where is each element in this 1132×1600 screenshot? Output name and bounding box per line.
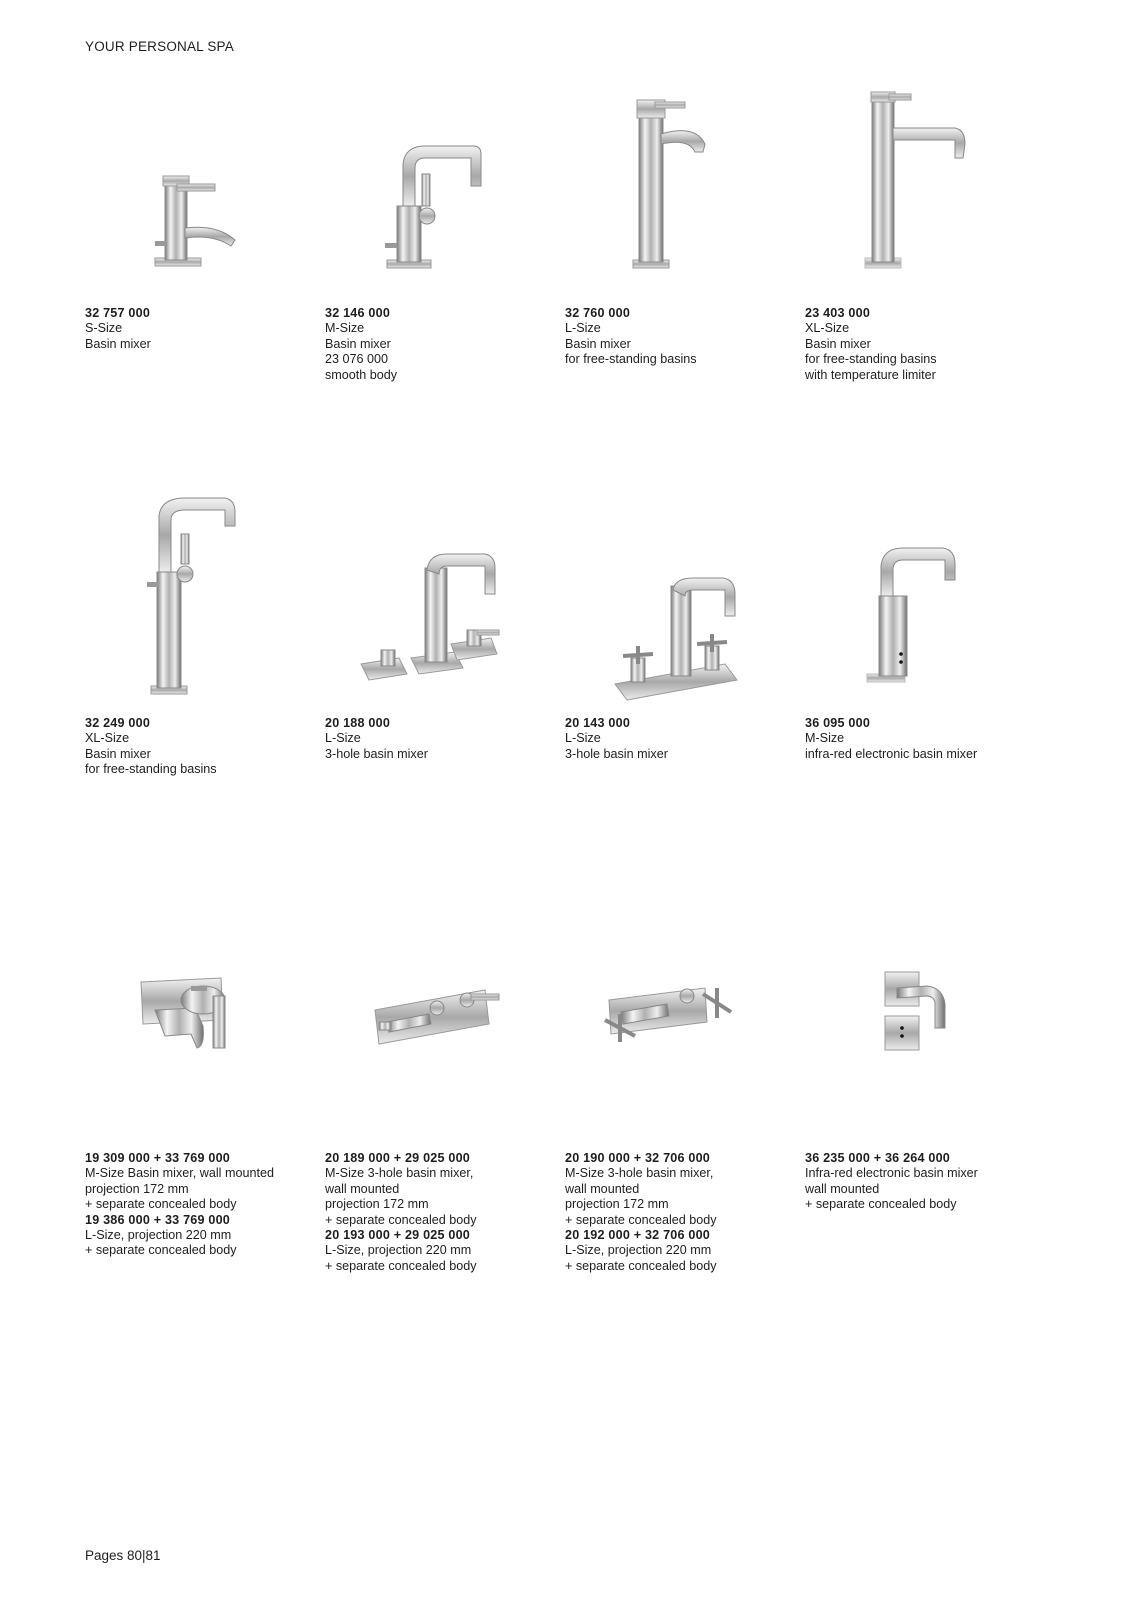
product-detail: 23 076 000 [325, 352, 389, 367]
product-detail: smooth body [325, 367, 398, 382]
product-detail: projection 172 mm [565, 1197, 669, 1212]
wall-mounted-three-hole-mixer-image [325, 938, 545, 1138]
product-detail: L-Size, projection 220 mm [325, 1243, 472, 1258]
product-detail: L-Size, projection 220 mm [565, 1243, 712, 1258]
product-code: 23 403 000 [805, 306, 871, 320]
product-code: 32 757 000 [85, 306, 151, 320]
product-detail: + separate concealed body [325, 1258, 477, 1273]
product-detail: Basin mixer [565, 336, 631, 351]
product-detail: + separate concealed body [325, 1212, 477, 1227]
product-detail: S-Size [85, 321, 123, 336]
page-number: Pages 80|81 [85, 1548, 161, 1563]
product-description [565, 716, 795, 762]
page-header: YOUR PERSONAL SPA [85, 39, 234, 54]
product-card [565, 88, 785, 367]
product-detail: wall mounted [805, 1181, 880, 1196]
wall-mounted-basin-mixer-image [85, 938, 305, 1138]
product-code: 36 095 000 [805, 716, 871, 730]
product-card [325, 938, 545, 1273]
product-card [565, 938, 785, 1273]
product-code: 20 192 000 + 32 706 000 [565, 1228, 711, 1243]
product-row-1 [85, 88, 1065, 382]
m-size-basin-mixer-image [325, 88, 545, 288]
product-card [85, 88, 305, 351]
product-detail: projection 172 mm [85, 1181, 189, 1196]
infra-red-basin-mixer-image [805, 498, 1025, 698]
product-detail: Infra-red electronic basin mixer [805, 1166, 978, 1181]
product-detail: + separate concealed body [85, 1243, 237, 1258]
product-card [325, 498, 545, 761]
product-description [85, 716, 315, 778]
product-card [325, 88, 545, 382]
product-description [805, 306, 1035, 383]
product-detail: Basin mixer [805, 336, 871, 351]
product-code: 32 249 000 [85, 716, 151, 730]
product-detail: infra-red electronic basin mixer [805, 746, 978, 761]
product-detail: + separate concealed body [565, 1258, 717, 1273]
l-size-basin-mixer-image [565, 88, 785, 288]
product-detail: Basin mixer [85, 336, 151, 351]
product-detail: + separate concealed body [565, 1212, 717, 1227]
product-code: 32 760 000 [565, 306, 631, 320]
product-detail: wall mounted [325, 1181, 400, 1196]
product-description [325, 306, 555, 383]
product-description [325, 716, 555, 762]
s-size-basin-mixer-image [85, 88, 305, 288]
product-detail: for free-standing basins [565, 352, 697, 367]
product-card [805, 938, 1025, 1212]
product-code: 36 235 000 + 36 264 000 [805, 1151, 951, 1165]
product-row-2 [85, 498, 1065, 777]
product-detail: XL-Size [805, 321, 850, 336]
product-detail: projection 172 mm [325, 1197, 429, 1212]
product-detail: Basin mixer [325, 336, 391, 351]
three-hole-basin-mixer-image [325, 498, 545, 698]
product-detail: L-Size [565, 731, 601, 746]
product-code: 20 189 000 + 29 025 000 [325, 1151, 471, 1165]
product-detail: M-Size [325, 321, 365, 336]
product-description [805, 1151, 1035, 1213]
product-card [85, 938, 305, 1258]
product-description [565, 1151, 795, 1274]
product-detail: XL-Size [85, 731, 130, 746]
product-description [805, 716, 1035, 762]
product-detail: M-Size Basin mixer, wall mounted [85, 1166, 274, 1181]
product-code: 32 146 000 [325, 306, 391, 320]
product-detail: with temperature limiter [805, 367, 936, 382]
product-detail: L-Size [565, 321, 601, 336]
product-code: 19 386 000 + 33 769 000 [85, 1212, 231, 1227]
xl-size-basin-mixer-image [805, 88, 1025, 288]
product-detail: M-Size [805, 731, 845, 746]
three-hole-basin-mixer-on-plate-image [565, 498, 785, 698]
wall-mounted-three-hole-cross-handle-image [565, 938, 785, 1138]
xl-size-basin-mixer-image [85, 498, 305, 698]
product-detail: + separate concealed body [805, 1197, 957, 1212]
product-detail: 3-hole basin mixer [325, 746, 428, 761]
product-detail: for free-standing basins [805, 352, 937, 367]
product-description [565, 306, 795, 368]
product-detail: 3-hole basin mixer [565, 746, 668, 761]
product-code: 20 143 000 [565, 716, 631, 730]
product-description [325, 1151, 555, 1274]
product-card [85, 498, 305, 777]
product-row-3 [85, 938, 1065, 1273]
product-description [85, 1151, 315, 1259]
product-detail: for free-standing basins [85, 762, 217, 777]
product-detail: Basin mixer [85, 746, 151, 761]
product-code: 20 193 000 + 29 025 000 [325, 1228, 471, 1243]
product-detail: M-Size 3-hole basin mixer, [325, 1166, 474, 1181]
product-detail: M-Size 3-hole basin mixer, [565, 1166, 714, 1181]
product-detail: wall mounted [565, 1181, 640, 1196]
product-detail: + separate concealed body [85, 1197, 237, 1212]
product-detail: L-Size [325, 731, 361, 746]
product-code: 20 188 000 [325, 716, 391, 730]
product-card [805, 88, 1025, 382]
product-card [805, 498, 1025, 761]
product-description [85, 306, 315, 352]
wall-mounted-infra-red-mixer-image [805, 938, 1025, 1138]
product-code: 20 190 000 + 32 706 000 [565, 1151, 711, 1165]
product-card [565, 498, 785, 761]
product-detail: L-Size, projection 220 mm [85, 1228, 232, 1243]
product-code: 19 309 000 + 33 769 000 [85, 1151, 231, 1165]
